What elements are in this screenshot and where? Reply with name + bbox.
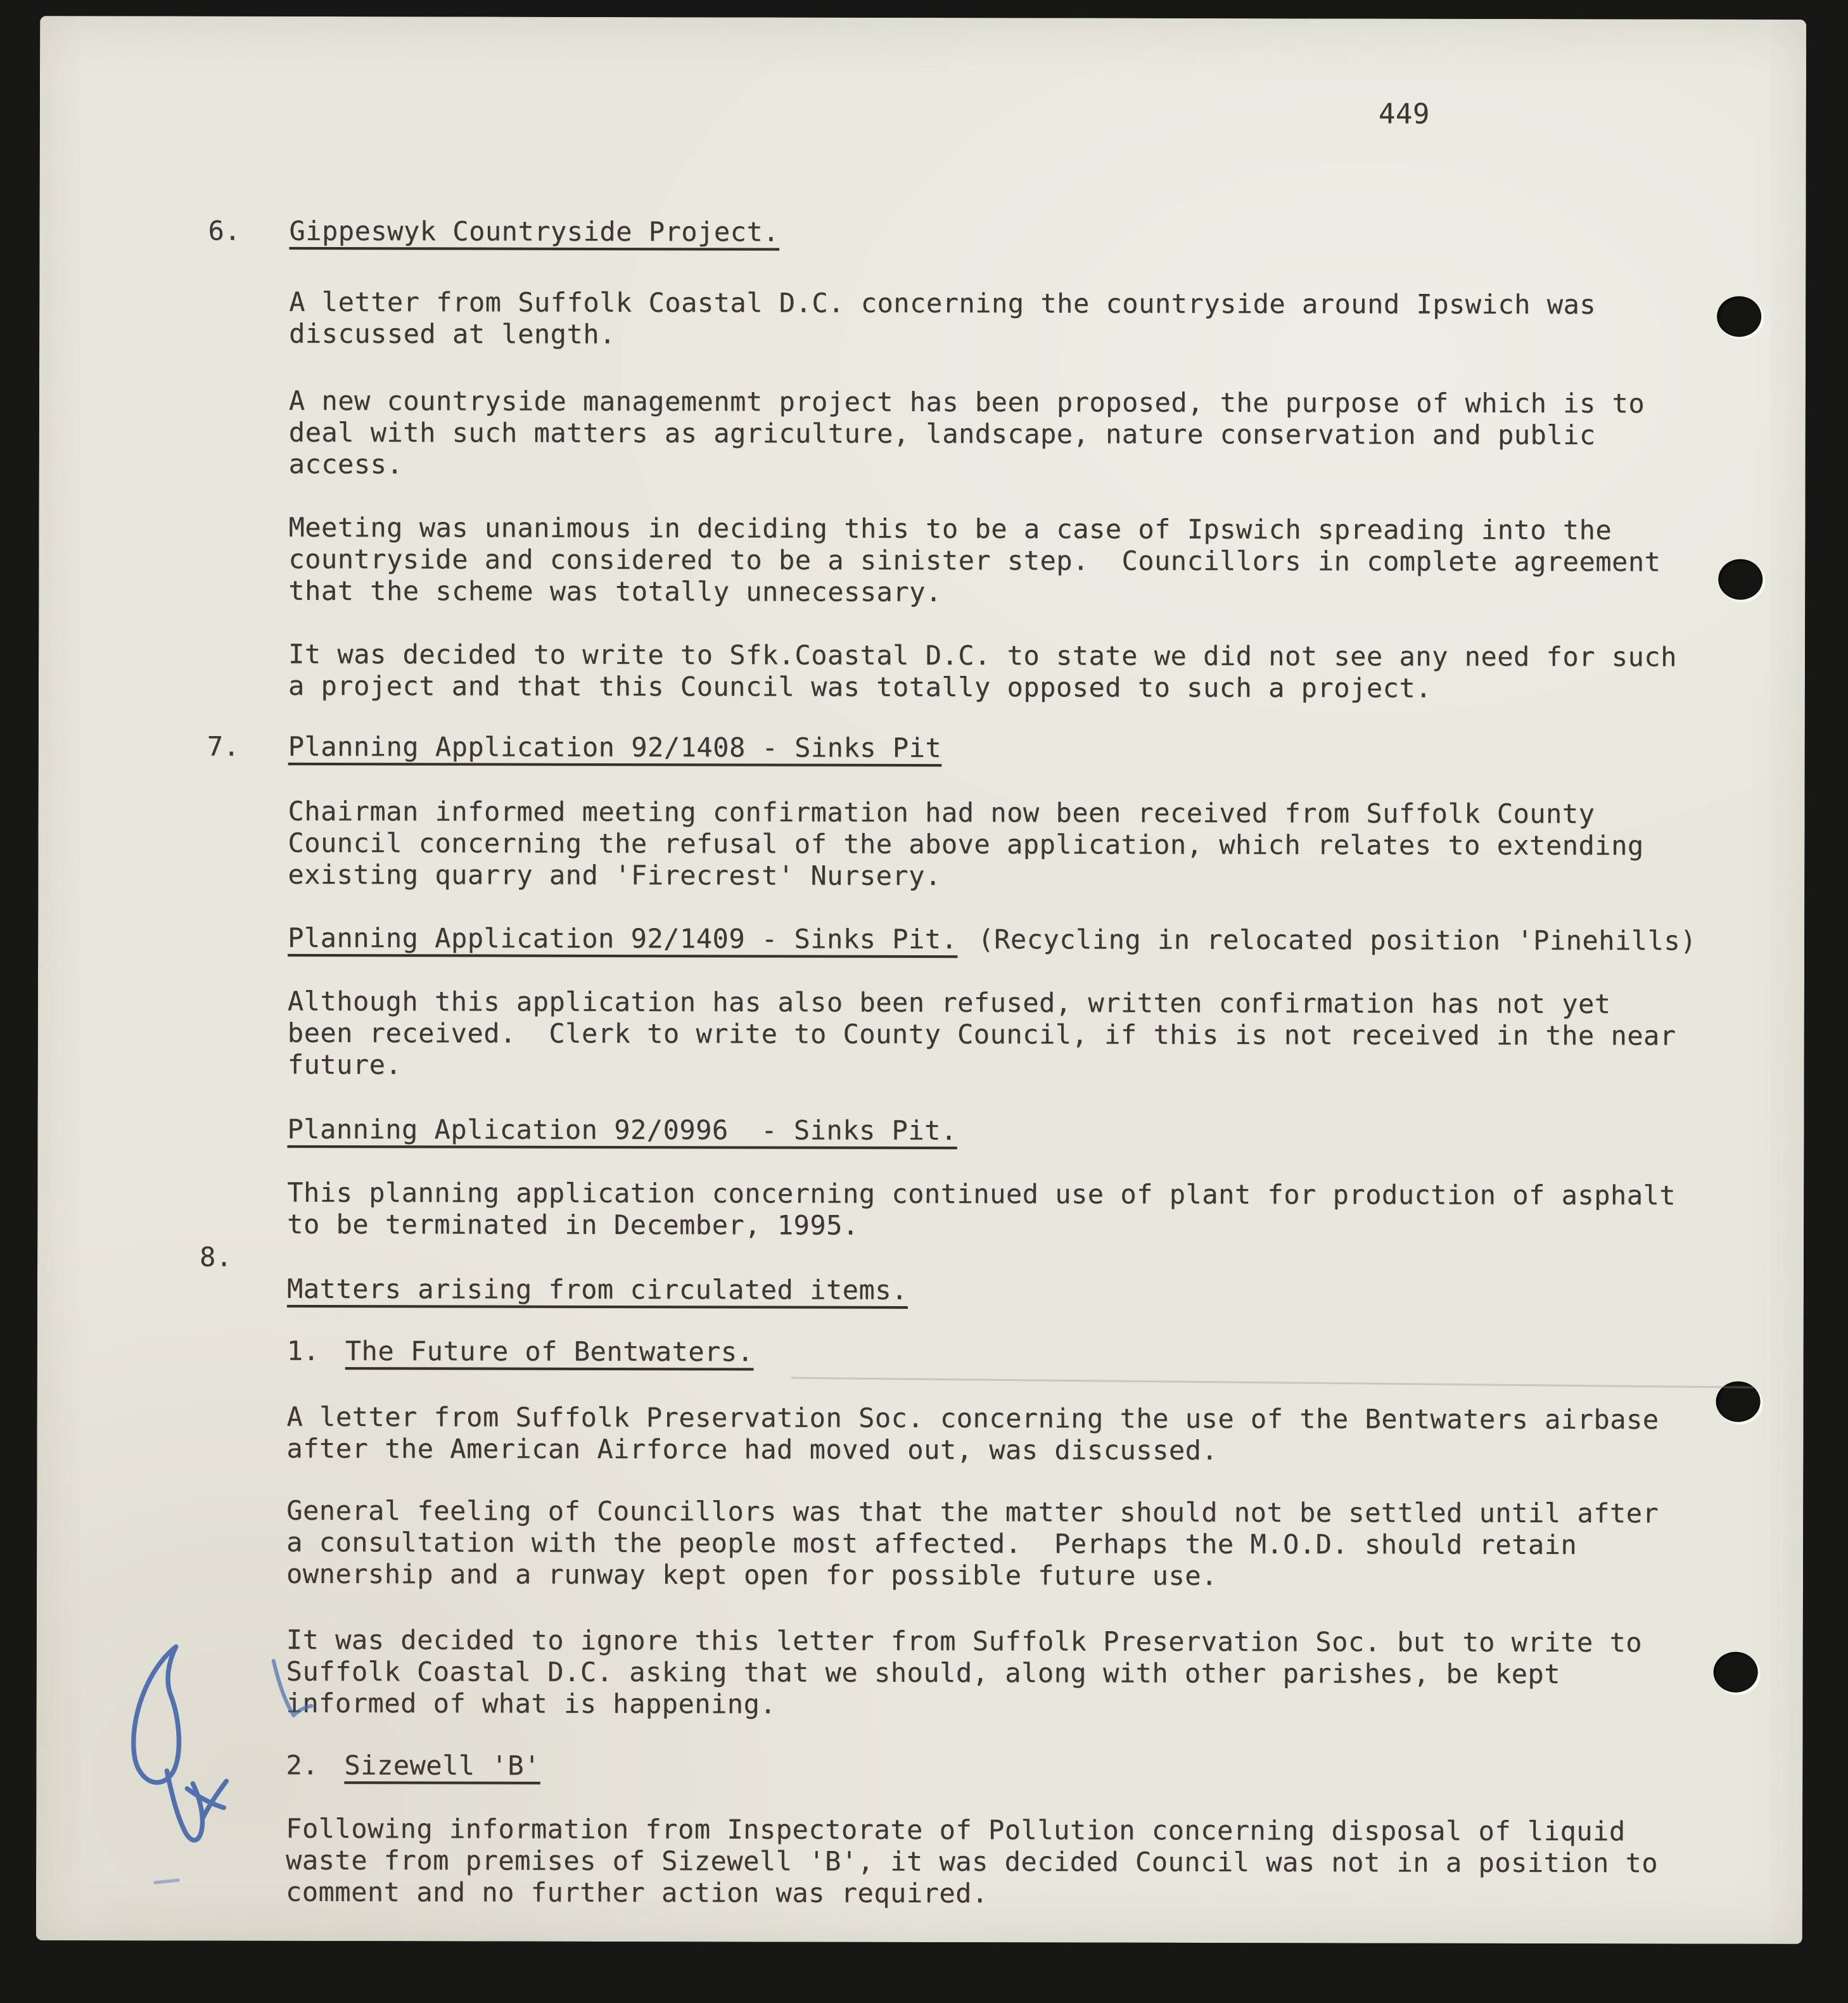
planning-application-92-1409-heading: Planning Application 92/1409 - Sinks Pit. — [288, 922, 958, 955]
section-6-paragraph-1: A letter from Suffolk Coastal D.C. concerning the countryside around Ipswich was discussed at length. — [289, 286, 1596, 350]
section-7-heading — [288, 731, 1720, 766]
section-7-heading-text: Planning Application 92/1408 - Sinks Pit — [288, 730, 942, 764]
item-2-paragraph-1: Following information from Inspectorate of Pollution concerning disposal of liquid waste from premises of Sizewell 'B', it was decided Council was not in a position to comment and no further action was required. — [285, 1812, 1659, 1909]
paper-sheet — [36, 16, 1806, 1944]
item-1-number: 1. — [286, 1335, 320, 1367]
item-1-heading-line — [287, 1335, 1719, 1370]
pen-tick-mark — [262, 1656, 319, 1738]
planning-application-92-1409-line — [288, 922, 1719, 957]
section-8-heading-text: Matters arising from circulated items. — [286, 1273, 908, 1306]
pen-dash-mark — [153, 1878, 180, 1884]
section-8-number: 8. — [200, 1241, 233, 1273]
section-6-heading — [289, 215, 1721, 250]
punch-hole-icon — [1717, 296, 1761, 337]
punch-hole-icon — [1718, 559, 1762, 600]
page-number: 449 — [1378, 98, 1430, 130]
section-6-number: 6. — [208, 215, 241, 246]
section-7-paragraph-1: Chairman informed meeting confirmation had now been received from Suffolk County Council concerning the refusal of the above application, which relates to extending existing quarry and 'Firecrest' Nursery. — [288, 795, 1644, 892]
punch-hole-icon — [1714, 1652, 1758, 1693]
item-2-heading-text: Sizewell 'B' — [344, 1750, 540, 1781]
section-7-paragraph-2: Although this application has also been refused, written confirmation has not yet been received. Clerk to write to County Council, if this is not received in the near future. — [287, 985, 1676, 1081]
section-8-heading — [287, 1273, 1719, 1308]
section-7-paragraph-3: This planning application concerning continued use of plant for production of asphalt to be terminated in December, 1995. — [287, 1176, 1676, 1241]
item-1-paragraph-3: It was decided to ignore this letter from Suffolk Preservation Soc. but to write to Suffolk Coastal D.C. asking that we should, along with other parishes, be kept informed of what is happening. — [286, 1624, 1643, 1720]
section-7-number: 7. — [207, 730, 240, 762]
paper-crease — [791, 1377, 1754, 1389]
section-6-paragraph-3: Meeting was unanimous in deciding this to be a case of Ipswich spreading into the countryside and considered to be a sinister step. Councillors in complete agreement that the scheme was totally unnecessary. — [288, 511, 1661, 608]
planning-aplication-92-0996-line — [287, 1114, 1719, 1148]
item-1-paragraph-2: General feeling of Councillors was that the matter should not be settled until after a consultation with the people most affected. Perhaps the M.O.D. should retain ownership and a runway kept open for possible future use. — [286, 1494, 1659, 1591]
planning-aplication-92-0996-heading: Planning Aplication 92/0996 - Sinks Pit. — [287, 1113, 957, 1147]
planning-application-92-1409-note: (Recycling in relocated position 'Pinehills) — [978, 924, 1697, 957]
item-2-number: 2. — [286, 1749, 319, 1781]
item-1-paragraph-1: A letter from Suffolk Preservation Soc. concerning the use of the Bentwaters airbase after the American Airforce had moved out, was discussed. — [286, 1401, 1659, 1466]
item-2-heading-line — [286, 1750, 1717, 1784]
item-1-heading-text: The Future of Bentwaters. — [345, 1335, 754, 1368]
section-6-paragraph-4: It was decided to write to Sfk.Coastal D.C. to state we did not see any need for such a project and that this Council was totally opposed to such a project. — [288, 638, 1677, 704]
section-6-paragraph-2: A new countryside managemenmt project has been proposed, the purpose of which is to deal with such matters as agriculture, landscape, nature conservation and public access. — [288, 385, 1645, 480]
section-6-heading-text: Gippeswyk Countryside Project. — [289, 215, 780, 248]
pen-scribble-mark — [105, 1636, 251, 1852]
